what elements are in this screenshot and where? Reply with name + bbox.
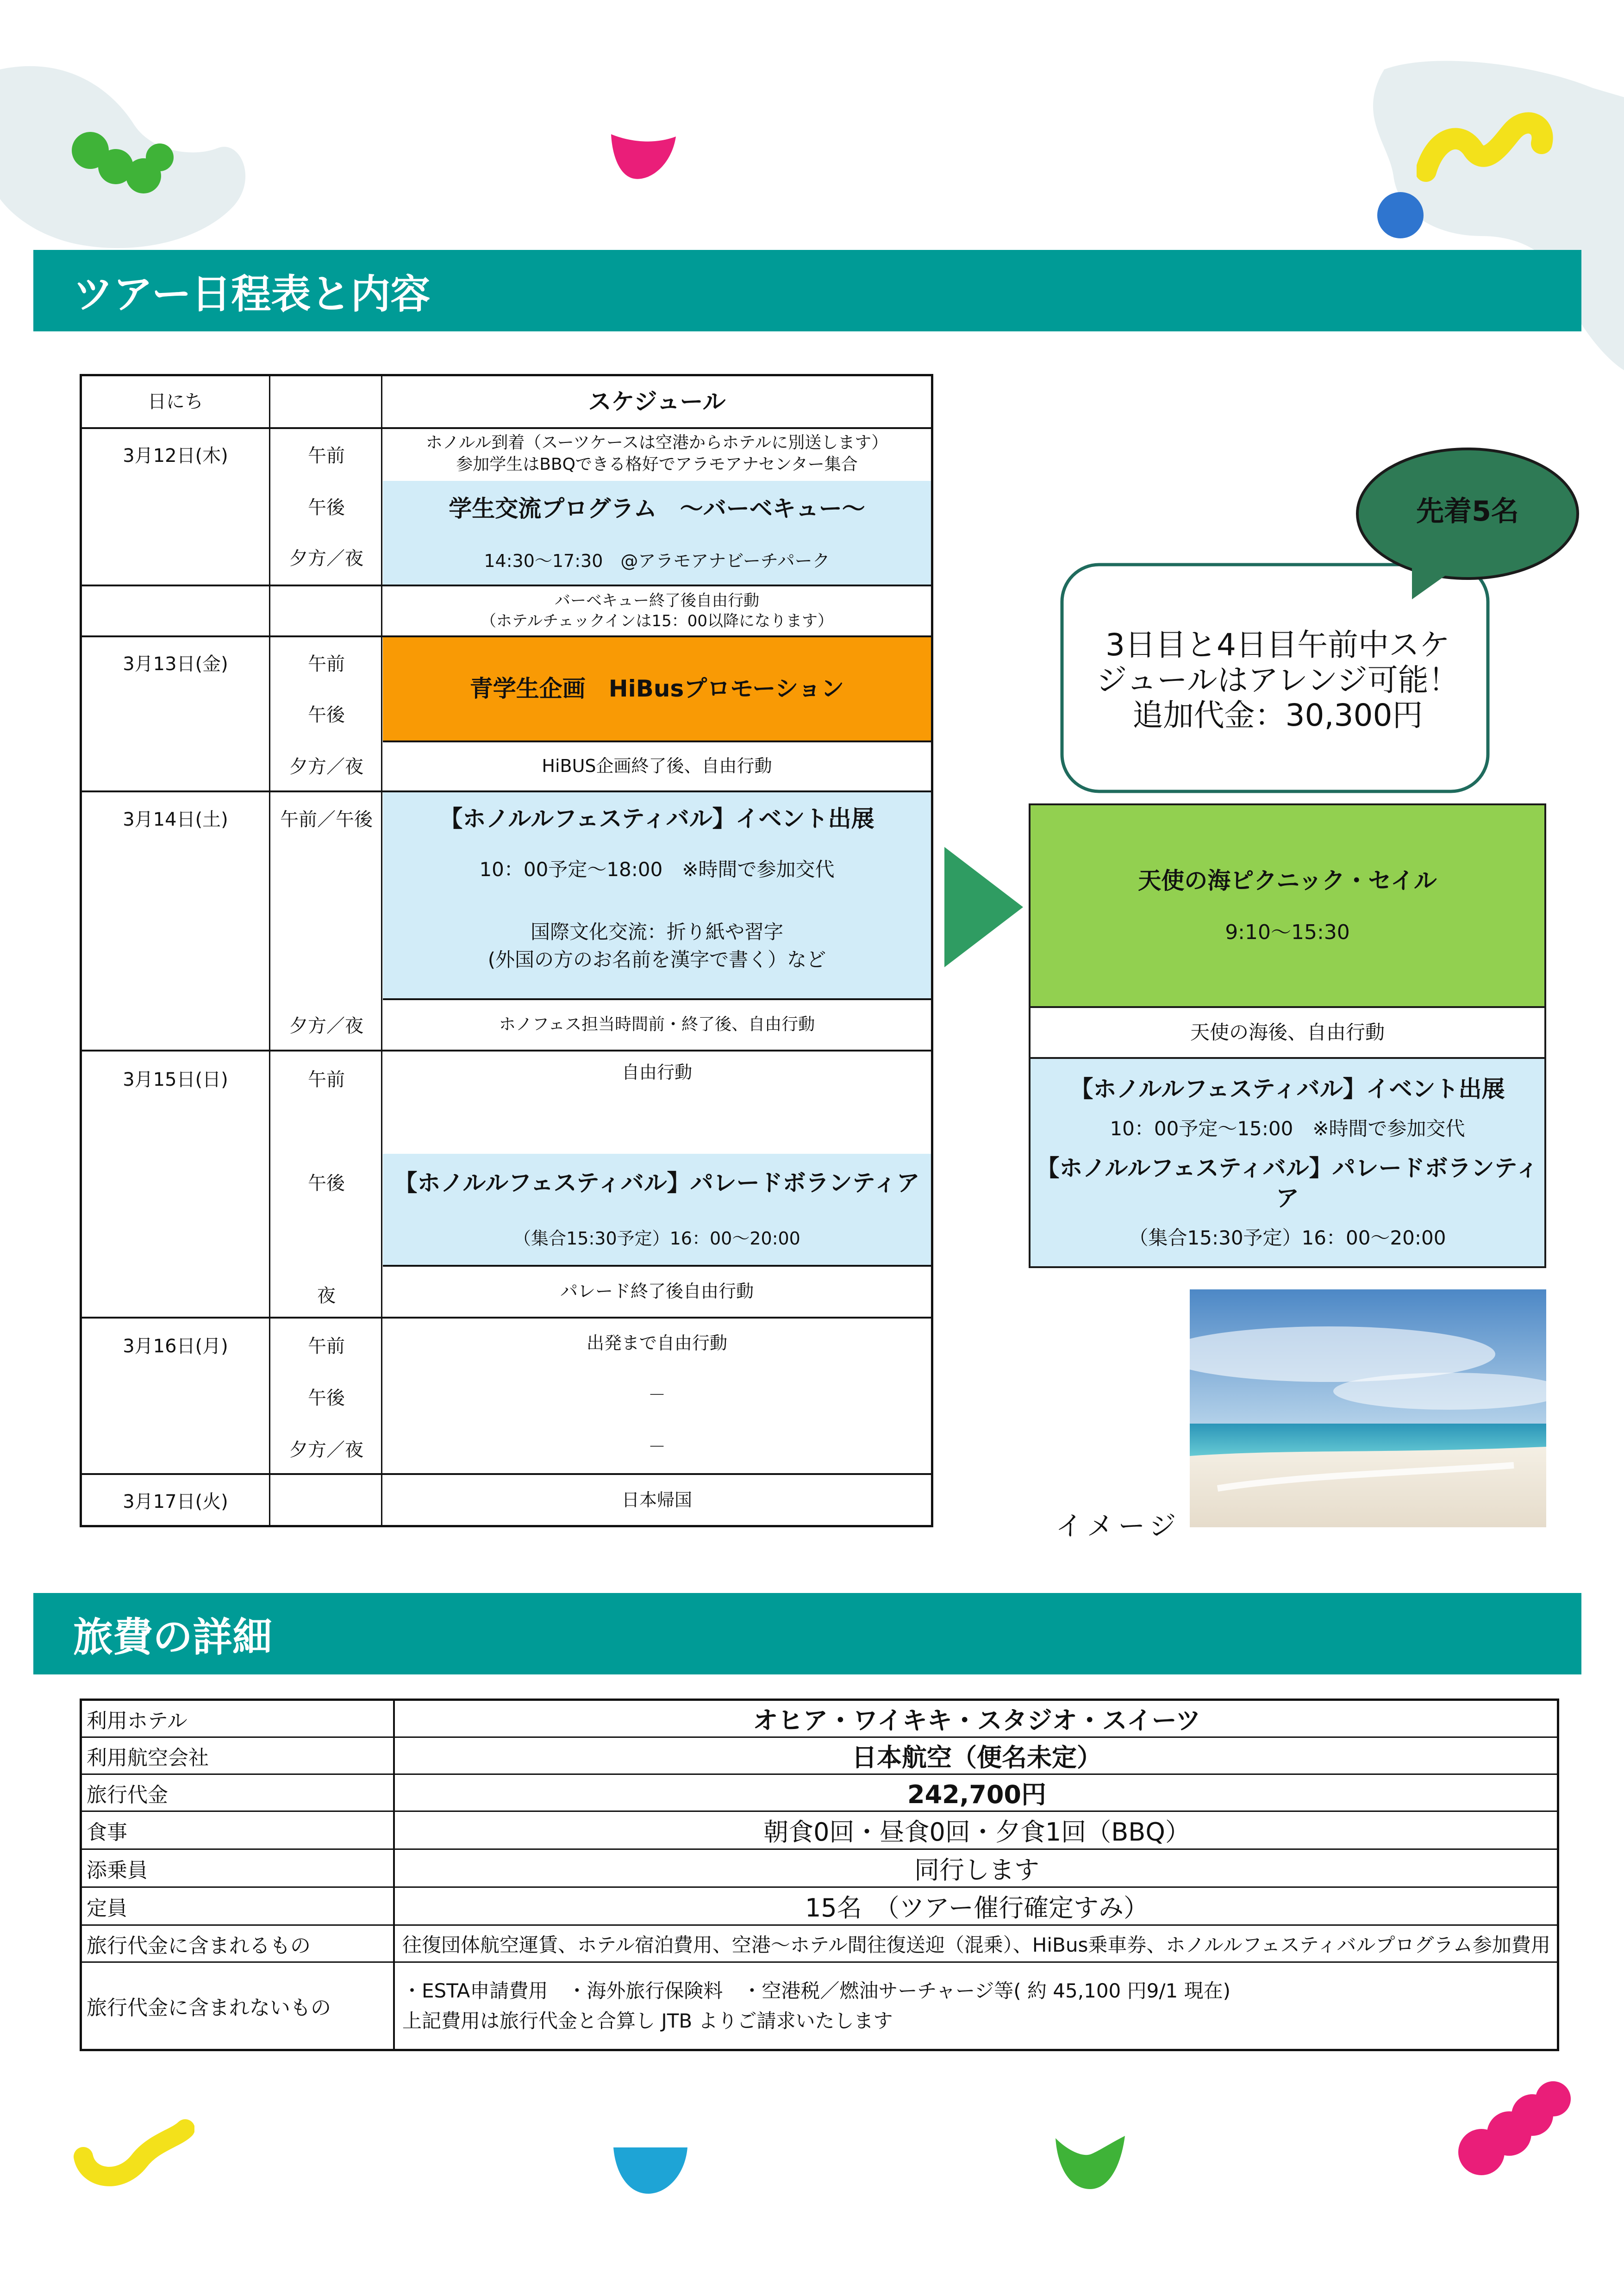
festival-option-title: 【ホノルルフェスティバル】イベント出展 <box>1070 1075 1505 1102</box>
detail-row-price <box>82 1775 1557 1812</box>
d5-eve-text: － <box>648 1437 666 1457</box>
section-title-cost: 旅費の詳細 <box>33 1593 1581 1674</box>
detail-value-excluded-line2: 上記費用は旅行代金と合算し JTB よりご請求いたします <box>402 2010 893 2032</box>
section-title-schedule: ツアー日程表と内容 <box>33 250 1581 331</box>
image-caption: イメージ <box>1056 1510 1181 1542</box>
detail-value-meals: 朝食0回・昼食0回・夕食1回（BBQ） <box>763 1817 1190 1847</box>
arrange-line1: 3日目と4日目午前中スケ <box>1106 627 1450 663</box>
detail-label-price: 旅行代金 <box>82 1775 395 1811</box>
detail-value-escort: 同行します <box>914 1855 1039 1885</box>
d3-eve-text: ホノフェス担当時間前・終了後、自由行動 <box>499 1014 815 1034</box>
d2-pm: 午後 <box>308 704 345 726</box>
d4-date: 3月15日(日) <box>123 1069 228 1090</box>
d4-pm-sub: （集合15:30予定）16：00～20:00 <box>513 1228 800 1249</box>
d2-title: 青学生企画 HiBusプロモーション <box>469 675 844 702</box>
detail-label-excluded: 旅行代金に含まれないもの <box>82 1963 395 2049</box>
d4-am-text: 自由行動 <box>621 1062 692 1083</box>
d3-time: 10：00予定～18:00 ※時間で参加交代 <box>479 858 835 881</box>
green-leaf-bottom-decoration <box>1051 2129 1130 2194</box>
d5-date: 3月16日(月) <box>123 1336 228 1357</box>
detail-value-hotel: オヒア・ワイキキ・スタジオ・スイーツ <box>753 1706 1201 1735</box>
pink-leaf-decoration <box>606 130 681 185</box>
detail-row-hotel <box>82 1701 1557 1738</box>
picnic-box <box>1029 803 1546 1008</box>
beach-image <box>1190 1289 1546 1527</box>
d5-pm: 午後 <box>308 1388 345 1409</box>
d1-pm: 午後 <box>308 497 345 518</box>
d1-date: 3月12日(木) <box>123 445 228 467</box>
picnic-time: 9:10～15:30 <box>1225 920 1350 944</box>
arrange-line3: 追加代金：30,300円 <box>1132 697 1423 733</box>
arrow-right-icon <box>944 847 1028 967</box>
d3-line2: (外国の方のお名前を漢字で書く）など <box>487 948 826 971</box>
parade-option-title: 【ホノルルフェスティバル】パレードボランティア <box>1036 1155 1539 1212</box>
d4-pm-title: 【ホノルルフェスティバル】パレードボランティア <box>394 1170 920 1197</box>
d1-pm-sub: 14:30～17:30 @アラモアナビーチパーク <box>484 550 830 571</box>
detail-label-capacity: 定員 <box>82 1888 395 1924</box>
header-schedule: スケジュール <box>588 388 726 415</box>
d2-event-cell <box>383 637 931 740</box>
detail-label-airline: 利用航空会社 <box>82 1738 395 1773</box>
d1-eve-cell <box>383 586 931 635</box>
picnic-content <box>1031 805 1544 1006</box>
d2-date: 3月13日(金) <box>123 653 228 675</box>
d3-date: 3月14日(土) <box>123 809 228 830</box>
cyan-bowl-decoration <box>611 2143 690 2198</box>
detail-label-hotel: 利用ホテル <box>82 1701 395 1736</box>
d1-am-cell <box>383 428 931 480</box>
picnic-after: 天使の海後、自由行動 <box>1190 1020 1385 1044</box>
d3-event-cell <box>383 792 931 998</box>
schedule-table <box>80 374 933 1527</box>
d1-pm-title: 学生交流プログラム ～バーベキュー～ <box>449 495 865 522</box>
detail-label-meals: 食事 <box>82 1812 395 1848</box>
pink-squiggle-bottom-decoration <box>1454 2078 1574 2184</box>
d1-pm-cell <box>383 481 931 585</box>
arrange-notice-text <box>1065 611 1491 750</box>
yellow-swirl-bottom-decoration <box>69 2110 194 2194</box>
arrange-line2: ジュールはアレンジ可能！ <box>1096 662 1459 698</box>
festival-option-box <box>1029 1057 1546 1268</box>
header-time <box>270 376 381 427</box>
detail-row-meals <box>82 1812 1557 1850</box>
detail-row-included <box>82 1926 1557 1963</box>
detail-row-airline <box>82 1738 1557 1775</box>
d4-pm: 午後 <box>308 1173 345 1194</box>
d3-eve: 夕方／夜 <box>289 1015 363 1037</box>
festival-option-time: 10：00予定～15:00 ※時間で参加交代 <box>1110 1117 1465 1140</box>
d5-pm-text: － <box>648 1385 666 1406</box>
d1-am: 午前 <box>308 445 345 467</box>
d4-am: 午前 <box>308 1069 345 1090</box>
detail-label-escort: 添乗員 <box>82 1850 395 1886</box>
picnic-title: 天使の海ピクニック・セイル <box>1138 867 1437 894</box>
detail-value-capacity: 15名 （ツアー催行確定すみ） <box>805 1893 1149 1923</box>
d4-pm-cell <box>383 1154 931 1265</box>
d6-date: 3月17日(火) <box>123 1491 228 1512</box>
d2-eve: 夕方／夜 <box>289 756 363 778</box>
header-date: 日にち <box>148 391 203 412</box>
picnic-after-box <box>1029 1006 1546 1059</box>
blue-dot-decoration <box>1375 190 1426 241</box>
green-squiggle-decoration <box>69 130 176 204</box>
detail-value-airline: 日本航空（便名未定） <box>852 1743 1102 1772</box>
detail-row-capacity <box>82 1888 1557 1926</box>
detail-value-price: 242,700円 <box>907 1780 1046 1809</box>
detail-value-included: 往復団体航空運賃、ホテル宿泊費用、空港～ホテル間往復送迎（混乗）、HiBus乗車券、ホノルルフェスティバルプログラム参加費用 <box>402 1933 1550 1956</box>
d5-am-text: 出発まで自由行動 <box>586 1333 727 1354</box>
d5-am: 午前 <box>308 1336 345 1357</box>
first-come-label: 先着5名 <box>1416 495 1519 528</box>
detail-label-included: 旅行代金に含まれるもの <box>82 1926 395 1961</box>
d2-eve-text: HiBUS企画終了後、自由行動 <box>542 755 772 776</box>
d1-eve-text2: （ホテルチェックインは15：00以降になります） <box>480 612 834 630</box>
yellow-squiggle-decoration <box>1417 111 1555 190</box>
cost-details-table <box>80 1699 1559 2051</box>
d1-eve: 夕方／夜 <box>289 548 363 569</box>
d6-text: 日本帰国 <box>621 1490 692 1511</box>
d4-eve: 夜 <box>317 1285 336 1307</box>
d1-am-text2: 参加学生はBBQできる格好でアラモアナセンター集合 <box>456 455 858 474</box>
detail-row-excluded <box>82 1963 1557 2049</box>
detail-value-excluded <box>397 1963 1557 2049</box>
d3-ampm: 午前／午後 <box>280 809 373 830</box>
d2-am: 午前 <box>308 653 345 675</box>
d3-title: 【ホノルルフェスティバル】イベント出展 <box>439 805 874 832</box>
d1-am-text1: ホノルル到着（スーツケースは空港からホテルに別送します） <box>425 433 888 453</box>
d1-eve-text1: バーベキュー終了後自由行動 <box>555 591 759 610</box>
d5-eve: 夕方／夜 <box>289 1439 363 1461</box>
festival-option-content <box>1031 1059 1544 1266</box>
d4-eve-text: パレード終了後自由行動 <box>560 1281 754 1302</box>
parade-option-time: （集合15:30予定）16：00～20:00 <box>1129 1226 1446 1250</box>
d3-line1: 国際文化交流：折り紙や習字 <box>530 920 783 943</box>
detail-row-escort <box>82 1850 1557 1888</box>
detail-value-excluded-line1: ・ESTA申請費用 ・海外旅行保険料 ・空港税／燃油サーチャージ等( 約 45,100 円9/1 現在) <box>402 1979 1230 2002</box>
